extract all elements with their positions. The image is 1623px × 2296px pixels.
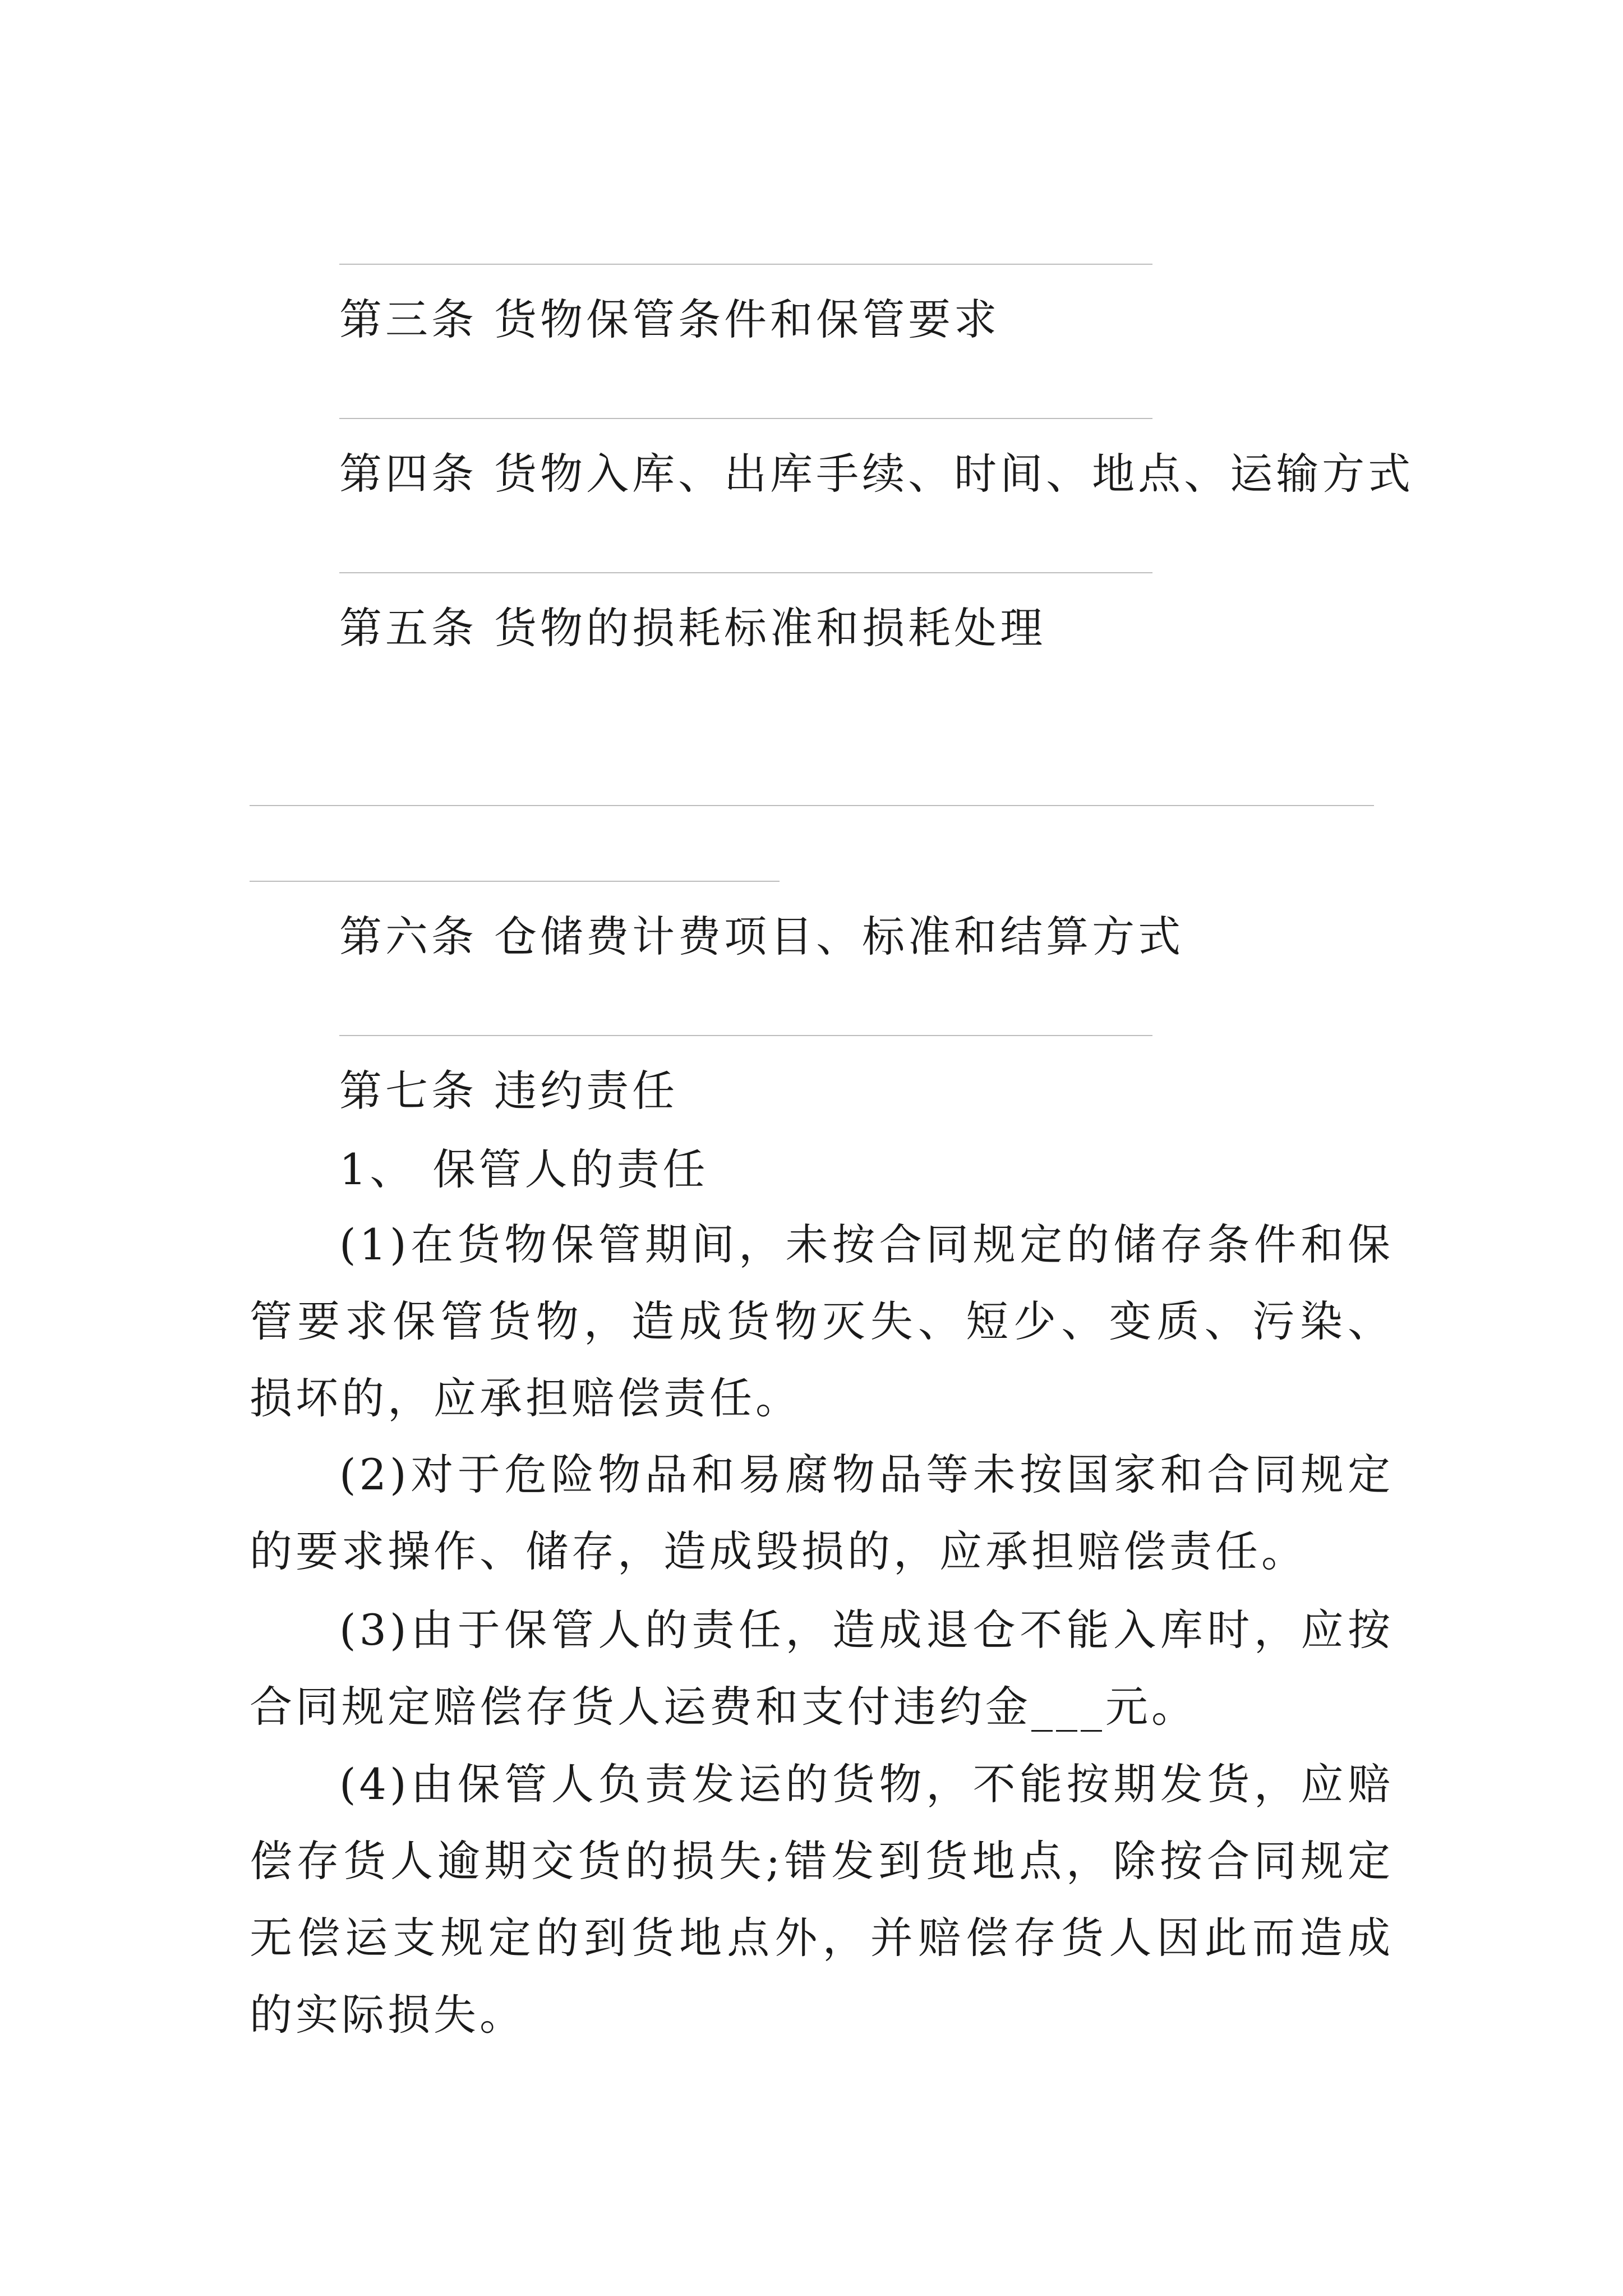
blank-fill-line <box>250 805 1374 806</box>
clause-paragraph: (3)由于保管人的责任，造成退仓不能入库时，应按合同规定赔偿存货人运费和支付违约金___元。 <box>250 1605 1394 1732</box>
blank-fill-line <box>250 881 780 882</box>
article-3-heading <box>339 292 1000 348</box>
article-label: 第五条 <box>339 603 477 653</box>
article-title: 货物的损耗标准和损耗处理 <box>494 603 1046 653</box>
article-label: 第四条 <box>339 449 477 499</box>
article-5-heading <box>339 600 1046 656</box>
article-title: 货物保管条件和保管要求 <box>494 295 1000 344</box>
article-title: 仓储费计费项目、标准和结算方式 <box>494 912 1184 961</box>
article-label: 第三条 <box>339 295 477 344</box>
blank-fill-line <box>339 264 1152 265</box>
article-title: 货物入库、出库手续、时间、地点、运输方式 <box>494 449 1414 499</box>
clause-paragraph: (2)对于危险物品和易腐物品等未按国家和合同规定的要求操作、储存，造成毁损的，应承担赔偿责任。 <box>250 1450 1394 1576</box>
blank-fill-line <box>339 418 1152 419</box>
clause-paragraph: (1)在货物保管期间，未按合同规定的储存条件和保管要求保管货物，造成货物灭失、短少、变质、污染、损坏的，应承担赔偿责任。 <box>250 1220 1394 1423</box>
blank-fill-line <box>339 1035 1152 1036</box>
article-label: 第七条 <box>339 1066 477 1116</box>
article-title: 违约责任 <box>494 1066 679 1116</box>
subsection-heading: 1、 保管人的责任 <box>339 1144 709 1194</box>
clause-paragraph: (4)由保管人负责发运的货物，不能按期发货，应赔偿存货人逾期交货的损失;错发到货地点，除按合同规定无偿运支规定的到货地点外，并赔偿存货人因此而造成的实际损失。 <box>250 1759 1394 2040</box>
article-4-heading <box>339 446 1414 502</box>
blank-fill-line <box>339 572 1152 573</box>
article-6-heading <box>339 909 1184 965</box>
article-label: 第六条 <box>339 912 477 961</box>
article-7-heading <box>339 1063 678 1119</box>
